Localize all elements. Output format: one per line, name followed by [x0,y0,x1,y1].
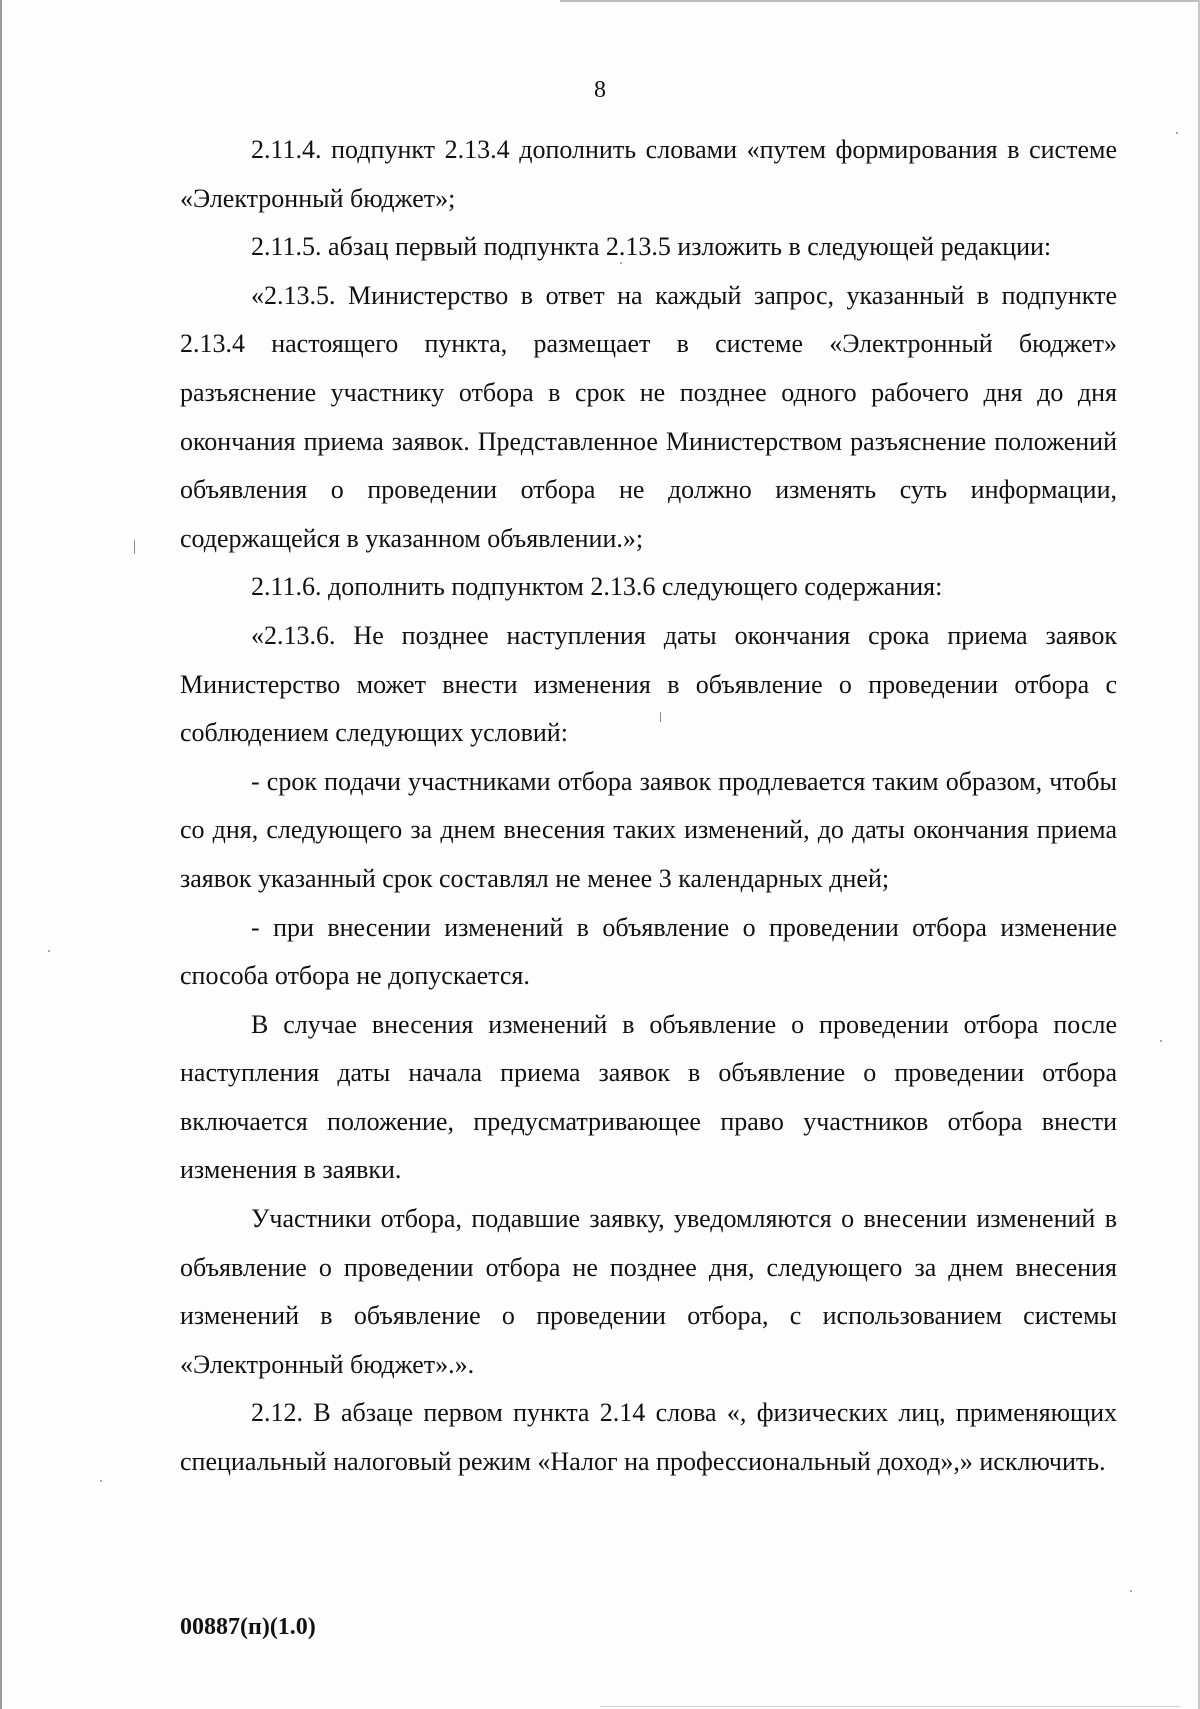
scan-speck [48,950,50,952]
paragraph-2-11-5: 2.11.5. абзац первый подпункта 2.13.5 изложить в следующей редакции: [251,232,1052,262]
scan-speck [1130,1590,1132,1592]
paragraph-2-11-4: 2.11.4. подпункт 2.13.4 дополнить словами «путем формирования в системе «Электронный бюджет»; [180,135,1117,213]
scan-speck [1160,1040,1162,1042]
paragraph-2-11-6: 2.11.6. дополнить подпунктом 2.13.6 следующего содержания: [251,572,943,602]
scan-speck [620,262,622,264]
paragraph-2-13-6: «2.13.6. Не позднее наступления даты окончания срока приема заявок Министерство может внести изменения в объявление о проведении отбора с соблюдением следующих условий: [180,620,1117,748]
document-body [180,126,1117,1487]
scan-bottom-edge [600,1706,1180,1707]
paragraph-participants-notified: Участники отбора, подавшие заявку, уведомляются о внесении изменений в объявление о проведении отбора не позднее дня, следующего за днем внесения изменений в объявление о проведении отбора, с использованием системы «Электронный бюджет».». [180,1204,1117,1379]
scan-speck [134,540,135,554]
paragraph-condition-method: - при внесении изменений в объявление о проведении отбора изменение способа отбора не допускается. [180,912,1117,991]
page-number-wrap [0,76,1200,104]
scan-left-edge [0,0,2,1709]
paragraph-2-12: 2.12. В абзаце первом пункта 2.14 слова «, физических лиц, применяющих специальный налоговый режим «Налог на профессиональный доход»,» исключить. [180,1398,1117,1477]
scan-top-edge [560,0,1200,2]
scan-speck [1176,132,1178,134]
paragraph-2-13-5: «2.13.5. Министерство в ответ на каждый запрос, указанный в подпункте 2.13.4 настоящего пункта, размещает в системе «Электронный бюджет» разъяснение участнику отбора в срок не позднее одного рабочего дня до дня окончания приема заявок. Представленное Министерством разъяснение положений объявления о проведении отбора не должно изменять суть информации, содержащейся в указанном объявлении.»; [180,280,1117,553]
paragraph-condition-term: - срок подачи участниками отбора заявок продлевается таким образом, чтобы со дня, следующего за днем внесения таких изменений, до даты окончания приема заявок указанный срок составлял не менее 3 календарных дней; [180,766,1117,893]
scan-speck [100,1480,102,1482]
page-number: 8 [594,77,606,103]
document-code: 00887(п)(1.0) [180,1614,316,1640]
scan-speck [660,712,661,722]
paragraph-changes-after-start: В случае внесения изменений в объявление о проведении отбора после наступления даты начала приема заявок в объявление о проведении отбора включается положение, предусматривающее право участников отбора внести изменения в заявки. [180,1009,1117,1185]
